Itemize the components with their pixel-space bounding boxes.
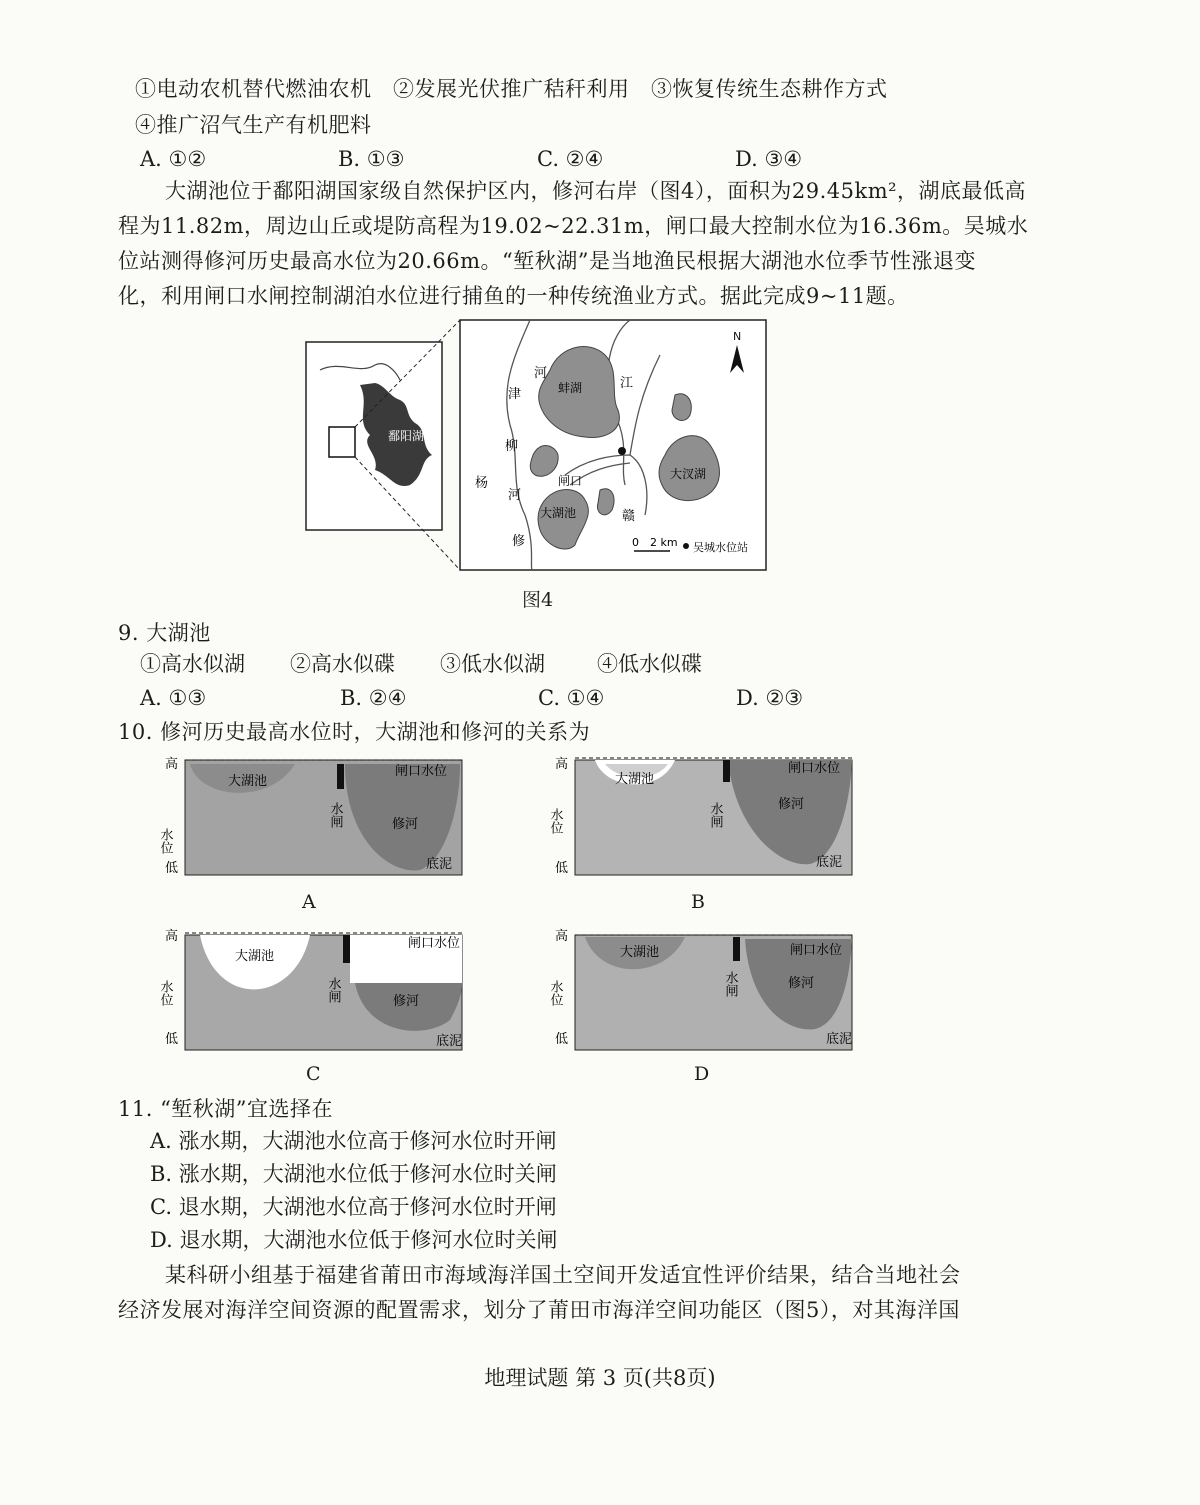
panel-b-river-label: 修河 — [778, 797, 805, 812]
q10-letter-b: B — [691, 891, 705, 913]
panel-c-river-label: 修河 — [393, 994, 420, 1009]
panel-d-river-label: 修河 — [788, 976, 815, 991]
q9-option-c: C. ①④ — [538, 686, 605, 710]
panel-c-pool-label: 大湖池 — [235, 949, 275, 964]
panel-a-gate-label: 水闸 — [327, 802, 343, 828]
q9-item-2: ②高水似碟 — [290, 652, 395, 676]
figure-4-map — [300, 315, 780, 575]
q10-panel-d — [547, 925, 860, 1060]
map-label-zhakou: 闸口 — [558, 474, 583, 488]
q9-item-3: ③低水似湖 — [440, 652, 545, 676]
panel-b-gate-label: 水闸 — [707, 802, 723, 828]
q11-stem: 11. “堑秋湖”宜选择在 — [118, 1097, 334, 1121]
panel-c-gate-label: 水闸 — [325, 977, 341, 1003]
map-label-jin: 津 — [508, 387, 522, 402]
q9-option-b: B. ②④ — [340, 686, 407, 710]
q10-panel-c — [157, 925, 470, 1060]
map-label-yang: 杨 — [475, 476, 489, 491]
passage2-line2: 经济发展对海洋空间资源的配置需求，划分了莆田市海洋空间功能区（图5），对其海洋国 — [118, 1298, 960, 1322]
q8-option-d: D. ③④ — [735, 147, 803, 171]
axis-high-label: 高 — [555, 929, 569, 944]
map-label-dahu-pool: 大湖池 — [540, 506, 577, 520]
passage1-line3: 位站测得修河历史最高水位为20.66m。“堑秋湖”是当地渔民根据大湖池水位季节性涨退变 — [118, 249, 977, 273]
panel-a-mud-label: 底泥 — [426, 857, 453, 872]
panel-b-gate-level-label: 闸口水位 — [788, 761, 841, 776]
panel-a-pool-label: 大湖池 — [228, 774, 268, 789]
passage2-line1: 某科研小组基于福建省莆田市海域海洋国土空间开发适宜性评价结果，结合当地社会 — [165, 1263, 961, 1287]
q8-option-a: A. ①② — [140, 147, 207, 171]
map-label-he2: 河 — [508, 488, 522, 503]
passage1-line2: 程为11.82m，周边山丘或堤防高程为19.02~22.31m，闸口最大控制水位为16.36m。吴城水 — [118, 214, 1029, 238]
q8-option-b: B. ①③ — [338, 147, 405, 171]
axis-low-label: 低 — [165, 861, 179, 876]
q8-items-line2: ④推广沼气生产有机肥料 — [135, 113, 372, 137]
panel-a-gate-level-label: 闸口水位 — [395, 764, 448, 779]
q11-option-c: C. 退水期，大湖池水位高于修河水位时开闸 — [150, 1195, 557, 1219]
q10-stem: 10. 修河历史最高水位时，大湖池和修河的关系为 — [118, 720, 591, 744]
q9-option-a: A. ①③ — [140, 686, 207, 710]
q9-option-d: D. ②③ — [736, 686, 804, 710]
q11-option-a: A. 涨水期，大湖池水位高于修河水位时开闸 — [150, 1129, 557, 1153]
panel-d-mud-label: 底泥 — [826, 1032, 853, 1047]
q9-item-1: ①高水似湖 — [140, 652, 245, 676]
station-dot-icon — [683, 543, 689, 549]
passage1-line4: 化，利用闸口水闸控制湖泊水位进行捕鱼的一种传统渔业方式。据此完成9~11题。 — [118, 284, 909, 308]
q8-option-c: C. ②④ — [537, 147, 604, 171]
q10-letter-a: A — [302, 891, 316, 913]
map-label-liu: 柳 — [505, 439, 519, 454]
figure-4-caption: 图4 — [522, 589, 554, 611]
map-label-jiang: 江 — [620, 376, 634, 391]
axis-level-label: 水位 — [547, 980, 563, 1006]
map-label-bang-lake: 蚌湖 — [558, 381, 583, 395]
q10-panel-a — [157, 750, 470, 910]
panel-c-mud-label: 底泥 — [436, 1034, 463, 1049]
axis-level-label: 水位 — [157, 828, 173, 854]
q10-letter-d: D — [694, 1063, 710, 1085]
axis-low-label: 低 — [555, 1032, 569, 1047]
map-label-station: 吴城水位站 — [693, 541, 748, 554]
small-map-label: 鄱阳湖 — [388, 429, 425, 443]
map-label-dacha-lake: 大汊湖 — [670, 467, 707, 481]
axis-low-label: 低 — [165, 1032, 179, 1047]
panel-d-gate-level-label: 闸口水位 — [790, 943, 843, 958]
panel-c-gate-level-label: 闸口水位 — [408, 936, 461, 951]
passage1-line1: 大湖池位于鄱阳湖国家级自然保护区内，修河右岸（图4），面积为29.45km²，湖底最低高 — [165, 179, 1027, 203]
panel-a-river-label: 修河 — [392, 817, 419, 832]
map-label-he1: 河 — [534, 366, 548, 381]
q10-letter-c: C — [306, 1063, 321, 1085]
axis-high-label: 高 — [165, 929, 179, 944]
q10-panel-b — [547, 750, 860, 910]
axis-high-label: 高 — [165, 757, 179, 772]
map-label-gan: 赣 — [622, 509, 636, 524]
scale-label: 0 2 km — [632, 536, 678, 549]
axis-level-label: 水位 — [157, 980, 173, 1006]
q8-items-line1: ①电动农机替代燃油农机 ②发展光伏推广秸秆利用 ③恢复传统生态耕作方式 — [135, 77, 888, 101]
panel-d-pool-label: 大湖池 — [620, 945, 660, 960]
panel-b-pool-label: 大湖池 — [615, 772, 655, 787]
q9-item-4: ④低水似碟 — [597, 652, 702, 676]
panel-b-mud-label: 底泥 — [816, 855, 843, 870]
page-footer: 地理试题 第 3 页(共8页) — [484, 1366, 716, 1390]
north-label: N — [733, 330, 742, 343]
axis-level-label: 水位 — [547, 808, 563, 834]
axis-high-label: 高 — [555, 757, 569, 772]
map-label-xiu: 修 — [512, 534, 526, 549]
panel-d-gate-label: 水闸 — [722, 971, 738, 997]
q11-option-d: D. 退水期，大湖池水位低于修河水位时关闸 — [150, 1228, 558, 1252]
q11-option-b: B. 涨水期，大湖池水位低于修河水位时关闸 — [150, 1162, 557, 1186]
axis-low-label: 低 — [555, 861, 569, 876]
q9-stem: 9. 大湖池 — [118, 621, 211, 645]
